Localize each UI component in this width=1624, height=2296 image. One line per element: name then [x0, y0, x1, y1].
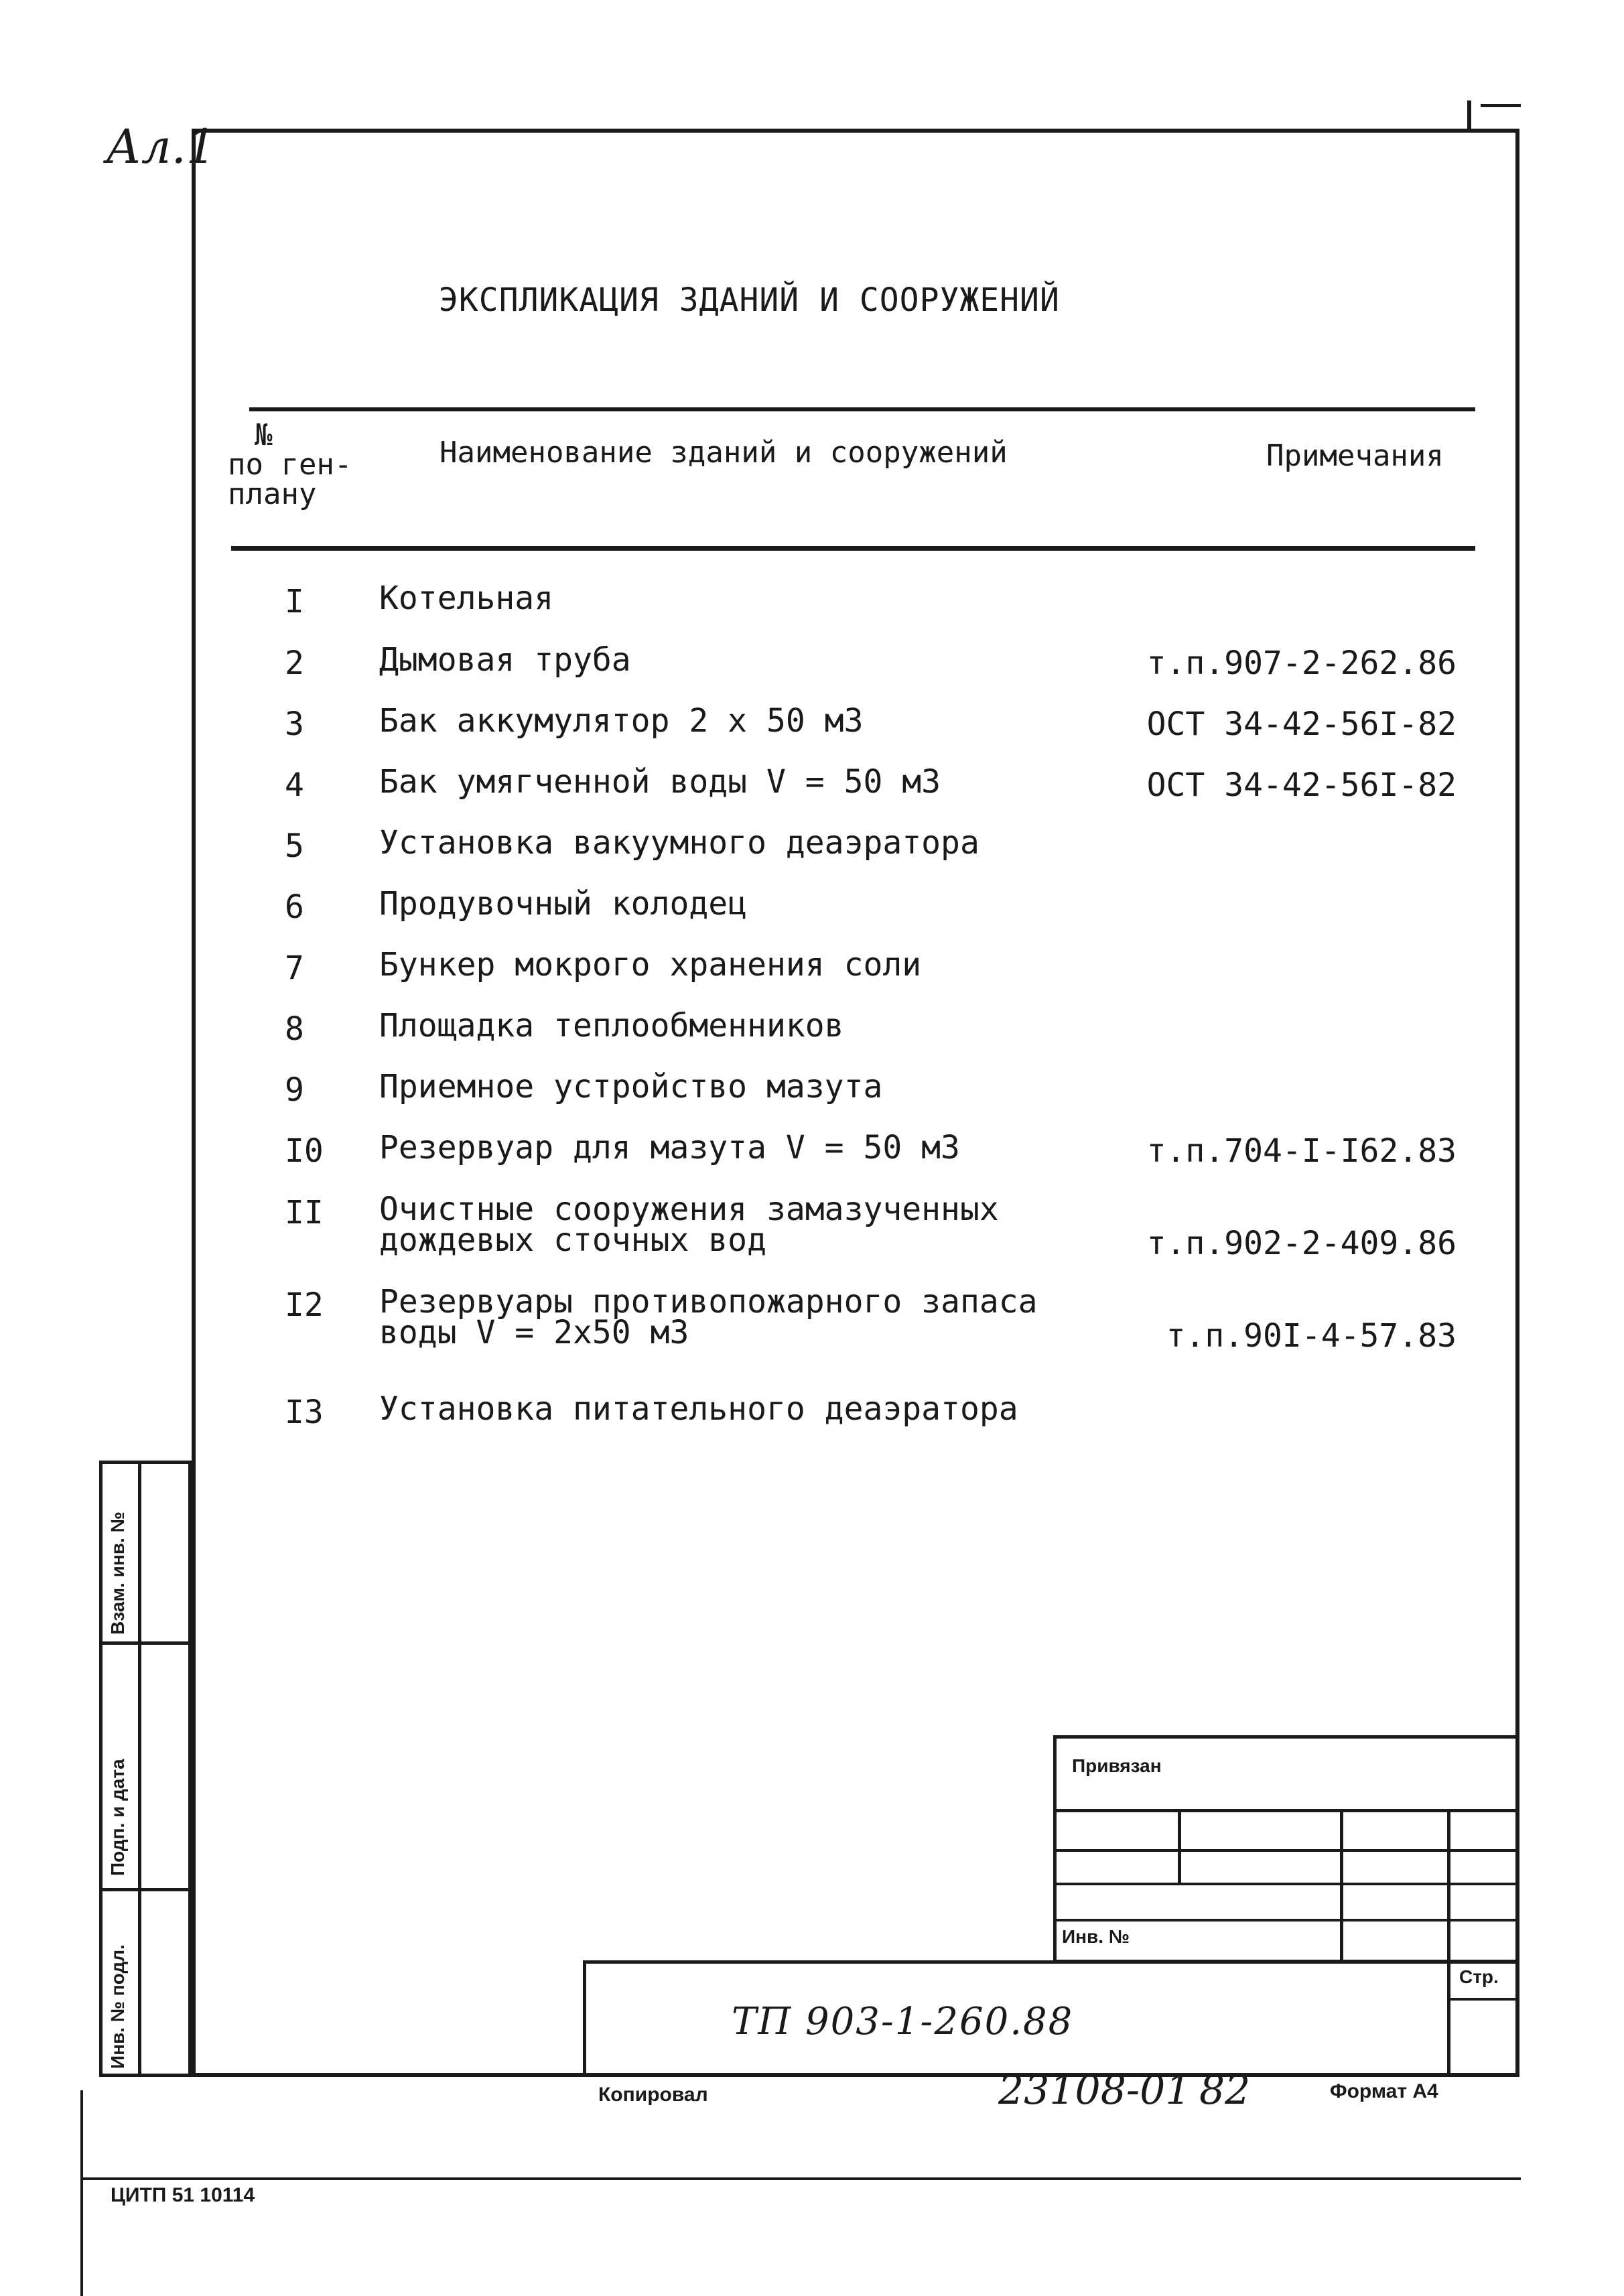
row-note: ОСТ 34-42-56I-82	[1146, 766, 1457, 804]
row-number: 9	[285, 1071, 304, 1109]
page-left-rule	[80, 2090, 83, 2296]
row-number: 8	[285, 1010, 304, 1048]
corner-sheet-mark: Ал.1	[106, 119, 216, 174]
header-name: Наименование зданий и сооружений	[439, 435, 1008, 470]
tb-page-label: Стр.	[1459, 1966, 1499, 1987]
row-name: Бункер мокрого хранения соли	[379, 946, 922, 984]
row-note: т.п.704-I-I62.83	[1146, 1132, 1457, 1170]
row-note: т.п.907-2-262.86	[1146, 645, 1457, 682]
tb-rule	[1340, 1809, 1343, 1963]
row-number: 4	[285, 766, 304, 804]
row-number: 5	[285, 827, 304, 865]
side-stamp-divider	[99, 1888, 192, 1891]
row-name: Продувочный колодец	[379, 885, 748, 923]
tb-rule	[1447, 1998, 1519, 2001]
row-number: 7	[285, 949, 304, 987]
row-number: I	[285, 583, 304, 620]
row-number: I2	[285, 1286, 324, 1324]
row-number: 3	[285, 705, 304, 743]
row-note: т.п.902-2-409.86	[1146, 1225, 1457, 1262]
header-number: № по ген- плану	[228, 418, 352, 511]
row-number: 6	[285, 888, 304, 926]
row-number: I3	[285, 1394, 324, 1431]
tb-privyazan: Привязан	[1072, 1755, 1162, 1776]
side-label-vzam: Взам. инв. №	[107, 1511, 128, 1635]
table-header-rule	[231, 546, 1475, 551]
row-name: Бак аккумулятор 2 х 50 м3	[379, 702, 864, 740]
tb-rule	[1447, 1809, 1450, 1963]
header-notes: Примечания	[1266, 439, 1444, 473]
row-name: Резервуар для мазута V = 50 м3	[379, 1129, 960, 1166]
row-name: Дымовая труба	[379, 641, 631, 679]
table-top-rule	[249, 407, 1475, 411]
row-name: Приемное устройство мазута	[379, 1068, 883, 1105]
tb-format: Формат А4	[1330, 2080, 1438, 2102]
row-name: Очистные сооружения замазученных дождевых сточных вод	[379, 1191, 999, 1259]
row-name: Установка вакуумного деаэратора	[379, 824, 979, 862]
frame-tick-dash	[1481, 104, 1521, 107]
row-number: 2	[285, 645, 304, 682]
row-number: I0	[285, 1132, 324, 1170]
row-name: Площадка теплообменников	[379, 1007, 844, 1044]
tb-doc-code: ТП 903-1-260.88	[732, 2000, 1074, 2043]
side-label-podp: Подп. и дата	[107, 1759, 128, 1876]
page-bottom-rule	[80, 2177, 1521, 2180]
row-name: Котельная	[379, 580, 554, 617]
tb-kopiroval: Копировал	[598, 2084, 708, 2106]
tb-rule	[1447, 1960, 1450, 2077]
row-name: Бак умягченной воды V = 50 м3	[379, 763, 941, 801]
page-title: ЭКСПЛИКАЦИЯ ЗДАНИЙ И СООРУЖЕНИЙ	[439, 281, 1060, 319]
row-note: ОСТ 34-42-56I-82	[1146, 705, 1457, 743]
tb-sheet-number: 82	[1199, 2067, 1251, 2114]
side-stamp-divider	[138, 1461, 141, 2077]
frame-tick	[1467, 100, 1471, 129]
tb-inv-no: Инв. №	[1062, 1926, 1130, 1947]
tb-rule	[1178, 1809, 1181, 1885]
row-number: II	[285, 1194, 324, 1231]
row-note: т.п.90I-4-57.83	[1166, 1317, 1457, 1355]
row-name: Резервуары противопожарного запаса воды V = 2х50 м3	[379, 1283, 1038, 1351]
side-label-inv: Инв. № подл.	[107, 1944, 128, 2069]
footer-code: ЦИТП 51 10114	[111, 2184, 255, 2206]
side-stamp-divider	[99, 1641, 192, 1645]
row-name: Установка питательного деаэратора	[379, 1390, 1018, 1428]
tb-order-number: 23108-01	[998, 2067, 1191, 2114]
